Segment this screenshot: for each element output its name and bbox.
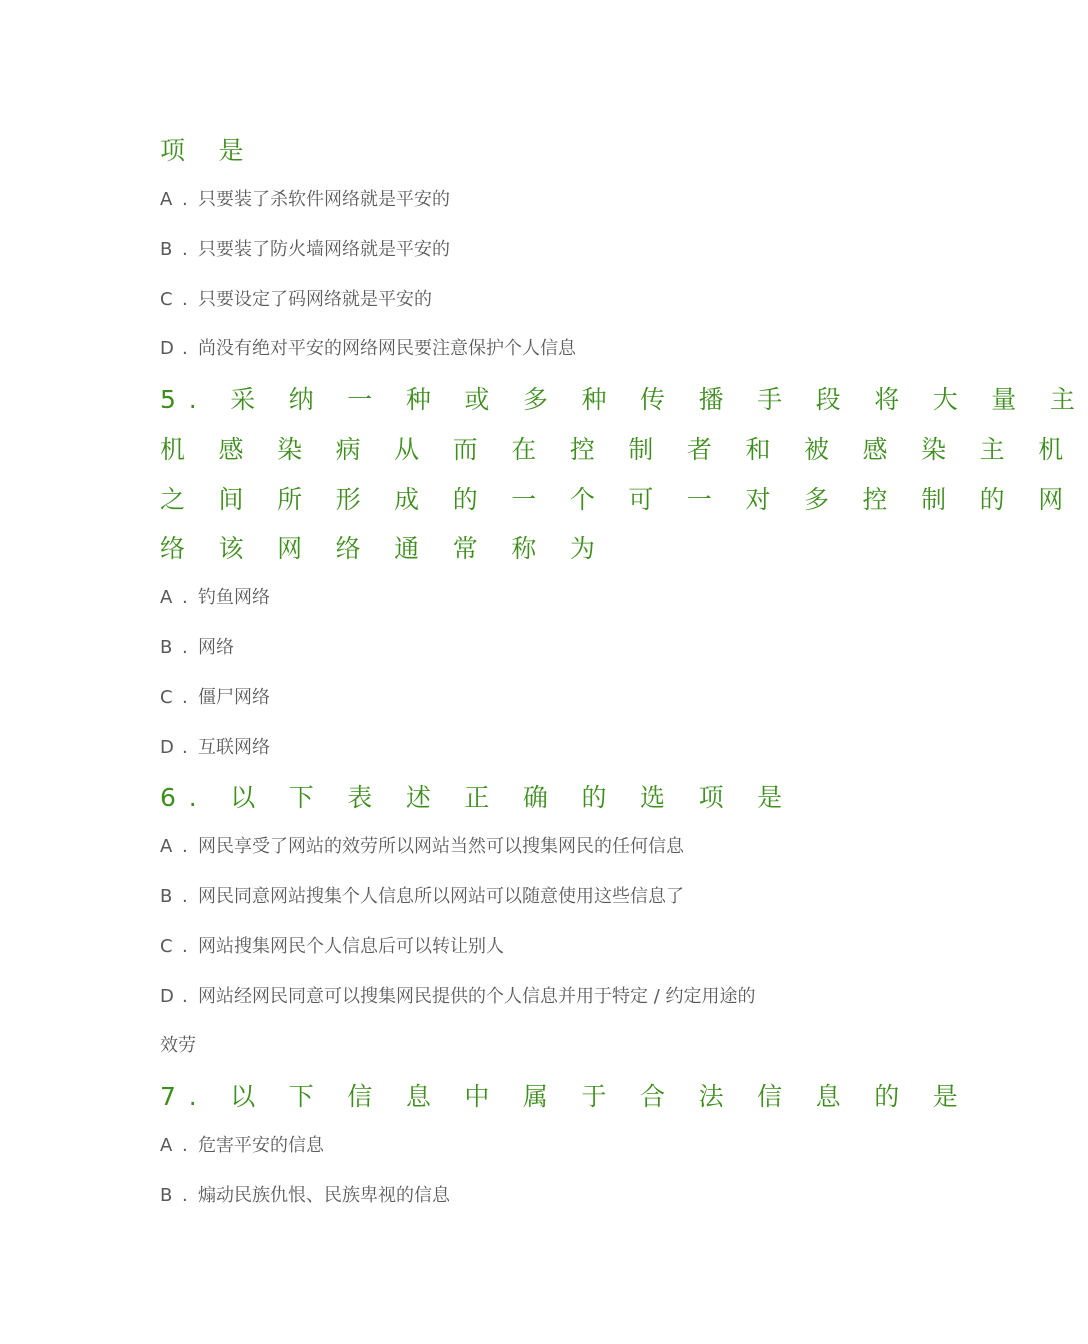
option-dot: . — [182, 289, 188, 310]
q5-option-a — [160, 585, 270, 611]
option-text: 网络 — [198, 637, 234, 658]
option-letter: D — [160, 338, 174, 359]
option-letter: C — [160, 936, 173, 957]
q6-option-d — [160, 984, 756, 1010]
q5-option-b — [160, 635, 234, 661]
option-letter: D — [160, 986, 174, 1007]
option-letter: A — [160, 189, 173, 210]
option-letter: B — [160, 637, 173, 658]
option-text: 只要装了杀软件网络就是平安的 — [198, 189, 450, 210]
option-text: 只要设定了码网络就是平安的 — [198, 289, 432, 310]
q6-option-b — [160, 884, 684, 910]
option-dot: . — [182, 886, 188, 907]
option-dot: . — [182, 986, 188, 1007]
option-text: 尚没有绝对平安的网络网民要注意保护个人信息 — [198, 338, 576, 359]
q5-title-line-1: 5. 采 纳 一 种 或 多 种 传 播 手 段 将 大 量 主 — [160, 385, 1088, 414]
q7-option-a — [160, 1133, 324, 1159]
option-text: 网民享受了网站的效劳所以网站当然可以搜集网民的任何信息 — [198, 836, 684, 857]
option-text: 僵尸网络 — [198, 687, 270, 708]
q4-option-a — [160, 187, 450, 213]
option-dot: . — [182, 338, 188, 359]
option-dot: . — [182, 587, 188, 608]
option-dot: . — [182, 189, 188, 210]
option-text: 网站搜集网民个人信息后可以转让别人 — [198, 936, 504, 957]
option-letter: B — [160, 239, 173, 260]
option-letter: A — [160, 587, 173, 608]
option-dot: . — [182, 687, 188, 708]
q7-option-b — [160, 1183, 450, 1209]
option-text: 互联网络 — [198, 737, 270, 758]
option-dot: . — [182, 1185, 188, 1206]
q6-option-a — [160, 834, 684, 860]
option-letter: D — [160, 737, 174, 758]
q6-option-c — [160, 934, 504, 960]
option-dot: . — [182, 836, 188, 857]
option-text: 危害平安的信息 — [198, 1135, 324, 1156]
q4-option-c — [160, 287, 432, 313]
q5-title-line-3: 之 间 所 形 成 的 一 个 可 一 对 多 控 制 的 网 — [160, 485, 1077, 514]
option-text: 煽动民族仇恨、民族卑视的信息 — [198, 1185, 450, 1206]
option-letter: A — [160, 836, 173, 857]
option-dot: . — [182, 637, 188, 658]
q6-title: 6. 以 下 表 述 正 确 的 选 项 是 — [160, 783, 795, 812]
q5-title-line-4: 络 该 网 络 通 常 称 为 — [160, 534, 608, 563]
q5-option-c — [160, 685, 270, 711]
q5-option-d — [160, 735, 270, 761]
option-letter: B — [160, 886, 173, 907]
option-text: 网民同意网站搜集个人信息所以网站可以随意使用这些信息了 — [198, 886, 684, 907]
option-text: 钓鱼网络 — [198, 587, 270, 608]
option-text: 网站经网民同意可以搜集网民提供的个人信息并用于特定 / 约定用途的 — [198, 986, 756, 1007]
q4-option-d — [160, 336, 576, 362]
q4-option-b — [160, 237, 450, 263]
q4-title-continuation: 项 是 — [160, 136, 257, 165]
option-letter: C — [160, 289, 173, 310]
option-letter: C — [160, 687, 173, 708]
q5-title-line-2: 机 感 染 病 从 而 在 控 制 者 和 被 感 染 主 机 — [160, 435, 1077, 464]
option-dot: . — [182, 239, 188, 260]
option-dot: . — [182, 1135, 188, 1156]
option-dot: . — [182, 737, 188, 758]
option-letter: B — [160, 1185, 173, 1206]
option-dot: . — [182, 936, 188, 957]
q6-option-d-continuation: 效劳 — [160, 1035, 196, 1056]
q7-title: 7. 以 下 信 息 中 属 于 合 法 信 息 的 是 — [160, 1082, 971, 1111]
option-text: 只要装了防火墙网络就是平安的 — [198, 239, 450, 260]
option-letter: A — [160, 1135, 173, 1156]
